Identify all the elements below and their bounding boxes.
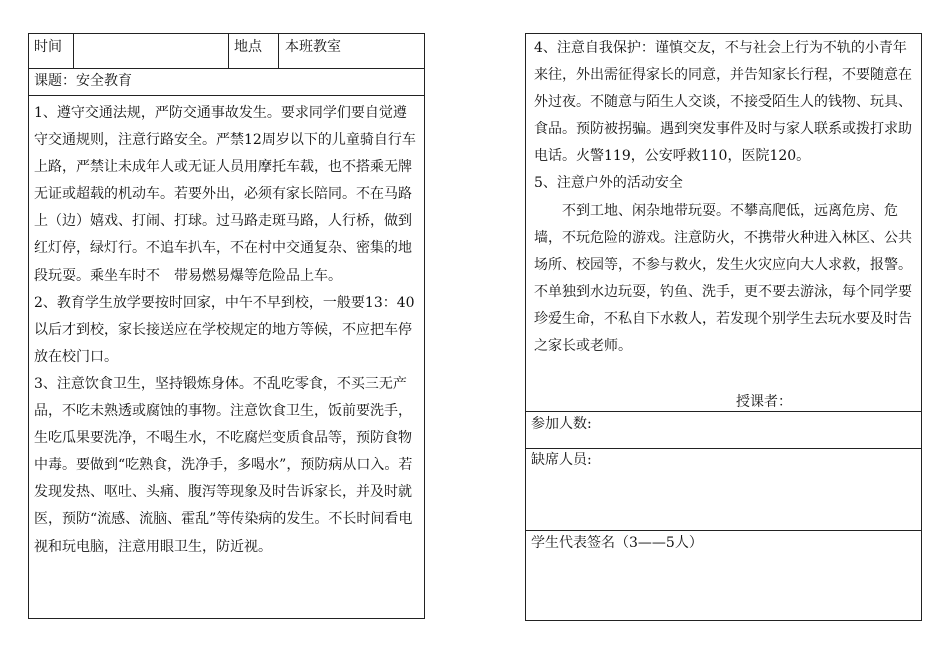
paragraph-school-schedule: 2、教育学生放学要按时回家，中午不早到校，一般要13：40以后才到校，家长接送应在学校规定的地方等候，不应把车停放在校门口。 [34,294,415,365]
place-label-divider-right [278,34,279,68]
paragraph-outdoor-heading: 5、注意户外的活动安全 [534,175,683,192]
student-signature-label: 学生代表签名（3——5人） [531,535,703,551]
time-label: 时间 [34,39,62,55]
place-label: 地点 [234,39,262,55]
signature-top-divider [526,530,921,531]
teacher-signature-row [736,392,892,412]
left-body [34,100,420,561]
time-value[interactable] [79,37,224,65]
attendance-top-divider [526,411,921,412]
subject-divider [29,95,424,96]
lesson-subject: 课题：安全教育 [34,73,132,89]
time-label-divider [73,34,74,68]
paragraph-traffic-safety: 1、遵守交通法规，严防交通事故发生。要求同学们要自觉遵守交通规则，注意行路安全。严禁12周岁以下的儿童骑自行车上路，严禁让未成年人或无证人员用摩托车载，也不搭乘无牌无证或超载的机动车。若要外出，必须有家长陪同。不在马路上（边）嬉戏、打闹、打球。过马路走斑马路，人行桥，做到红灯停，绿灯行。不追车扒车，不在村中交通复杂、密集的地段玩耍。乘坐车时不 带易燃易爆等危险品上车。 [34,105,416,284]
place-value: 本班教室 [285,39,341,55]
attendance-label: 参加人数: [531,416,592,432]
right-body [534,35,916,360]
absent-label: 缺席人员: [531,452,592,468]
header-divider [29,68,424,69]
right-lesson-sheet [525,33,922,621]
place-label-divider-left [228,34,229,68]
paragraph-outdoor-safety: 不到工地、闲杂地带玩耍。不攀高爬低，远离危房、危墙，不玩危险的游戏。注意防火，不携带火种进入林区、公共场所、校园等，不参与救火，发生火灾应向大人求救，报警。不单独到水边玩耍，钓鱼、洗手，更不要去游泳，每个同学要珍爱生命，不私自下水救人，若发现个别学生去玩水要及时告之家长或老师。 [534,202,912,355]
paragraph-self-protection: 4、注意自我保护：谨慎交友，不与社会上行为不轨的小青年来往，外出需征得家长的同意，并告知家长行程，不要随意在外过夜。不随意与陌生人交谈，不接受陌生人的钱物、玩具、食品。预防被拐骗。遇到突发事件及时与家人联系或拨打求助电话。火警119，公安呼救110，医院120。 [534,40,912,165]
absent-top-divider [526,448,921,449]
left-lesson-sheet [28,33,425,619]
paragraph-food-hygiene: 3、注意饮食卫生，坚持锻炼身体。不乱吃零食，不买三无产品，不吃未熟透或腐蚀的事物。注意饮食卫生，饭前要洗手，生吃瓜果要洗净，不喝生水，不吃腐烂变质食品等，预防食物中毒。要做到“吃熟食，洗净手，多喝水”，预防病从口入。若发现发热、呕吐、头痛、腹泻等现象及时告诉家长，并及时就医，预防“流感、流脑、霍乱”等传染病的发生。不长时间看电视和玩电脑，注意用眼卫生，防近视。 [34,375,413,555]
teacher-label: 授课者： [736,394,792,410]
teacher-signature-line[interactable] [798,395,892,412]
